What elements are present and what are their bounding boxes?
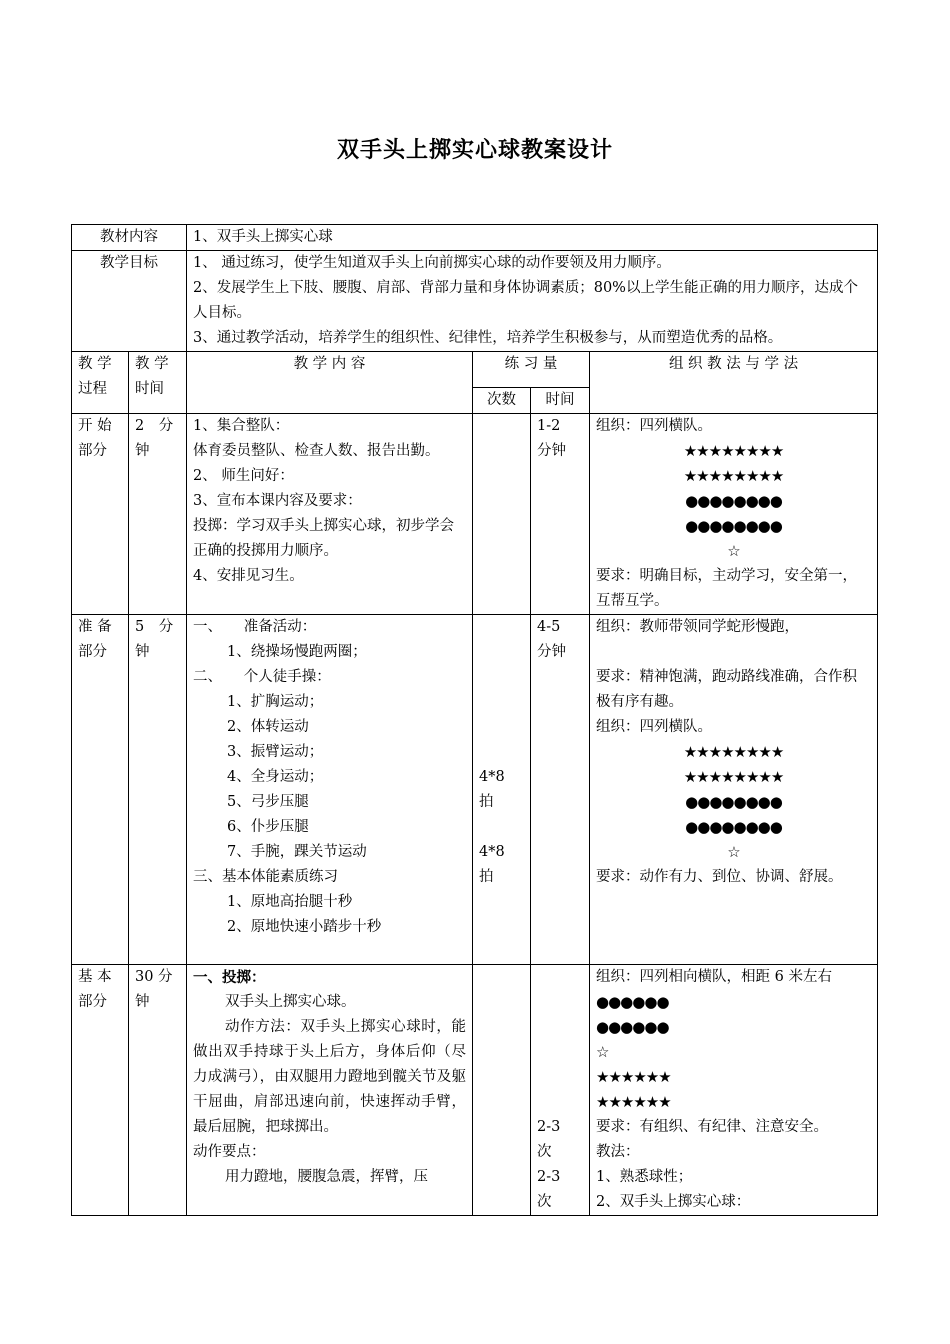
start-section-row [72,414,878,615]
start-count [473,414,531,615]
prep-part: 准 备 部分 [72,615,129,965]
column-header-row [72,352,878,388]
goal-item: 2、发展学生上下肢、腰腹、肩部、背部力量和身体协调素质；80%以上学生能正确的用力顺序，达成个人目标。 [193,280,858,321]
col-method-header: 组 织 教 法 与 学 法 [590,352,878,414]
col-process-header: 教 学 过程 [72,352,129,414]
col-content-header: 教 学 内 容 [187,352,473,414]
goal-item: 1、 通过练习，使学生知道双手头上向前掷实心球的动作要领及用力顺序。 [193,255,671,271]
formation-row: ★★★★★★★★ [683,467,784,485]
formation-row: ●●●●●●●● [685,492,782,510]
formation-row: ●●●●●● [596,993,669,1011]
formation-row: ★★★★★★★★ [683,442,784,460]
goal-label: 教学目标 [72,251,187,352]
material-label: 教材内容 [72,225,187,251]
lesson-plan-table [71,224,878,1216]
teacher-marker: ☆ [727,542,740,560]
page-title: 双手头上掷实心球教案设计 [336,138,613,163]
teacher-marker: ☆ [596,1043,609,1061]
start-part: 开 始 部分 [72,414,129,615]
prep-count: 4*8 拍 4*8 拍 [473,615,531,965]
formation-row: ★★★★★★ [596,1093,671,1111]
start-duration: 1-2 分钟 [531,414,590,615]
formation-row: ★★★★★★ [596,1068,671,1086]
goal-list [187,251,878,352]
basic-content: 一、投掷： 双手头上掷实心球。 动作方法：双手头上掷实心球时，能做出双手持球于头上后方，身体后仰（尽力成满弓），由双腿用力蹬地到髋关节及躯干屈曲，肩部迅速向前，快速挥动手臂，最后屈腕，把球掷出。 动作要点： 用力蹬地，腰腹急震，挥臂，压 [187,965,473,1216]
basic-time: 30 分 钟 [129,965,187,1216]
basic-section-row [72,965,878,1216]
formation-row: ●●●●●●●● [685,517,782,535]
basic-method: 组织：四列相向横队，相距 6 米左右 ●●●●●● ●●●●●● ☆ ★★★★★★ ★★★★★★ 要求：有组织、有纪律、注意安全。 教法： 1、熟悉球性； 2、双手头上掷实心球： [590,965,878,1216]
goal-item: 3、通过教学活动，培养学生的组织性、纪律性，培养学生积极参与，从而塑造优秀的品格。 [193,330,783,346]
prep-section-row [72,615,878,965]
goal-row [72,251,878,352]
basic-duration: 2-3 次 2-3 次 [531,965,590,1216]
formation-row: ★★★★★★★★ [683,743,784,761]
start-method: 组织：四列横队。 ★★★★★★★★ ★★★★★★★★ ●●●●●●●● ●●●●●●●● ☆ 要求：明确目标，主动学习，安全第一，互帮互学。 [590,414,878,615]
material-value: 1、双手头上掷实心球 [187,225,878,251]
col-count-header: 次数 [473,388,531,414]
prep-method: 组织：教师带领同学蛇形慢跑， 要求：精神饱满，跑动路线准确，合作积极有序有趣。 组织：四列横队。 ★★★★★★★★ ★★★★★★★★ ●●●●●●●● ●●●●●●●● ☆ 要求：动作有力、到位、协调、舒展。 [590,615,878,965]
prep-time: 5 分 钟 [129,615,187,965]
basic-part: 基 本 部分 [72,965,129,1216]
start-time: 2 分 钟 [129,414,187,615]
basic-count [473,965,531,1216]
start-content: 1、集合整队： 体育委员整队、检查人数、报告出勤。 2、 师生问好： 3、宣布本课内容及要求： 投掷：学习双手头上掷实心球，初步学会正确的投掷用力顺序。 4、安排见习生。 [187,414,473,615]
col-duration-header: 时间 [531,388,590,414]
prep-duration: 4-5 分钟 [531,615,590,965]
col-practice-header: 练 习 量 [473,352,590,388]
formation-row: ●●●●●●●● [685,818,782,836]
formation-row: ●●●●●● [596,1018,669,1036]
prep-content: 一、 准备活动： 1、绕操场慢跑两圈； 二、 个人徒手操： 1、扩胸运动； 2、体转运动 3、振臂运动； 4、全身运动； 5、弓步压腿 6、仆步压腿 7、手腕，踝关节运动 三、基本体能素质练习 1、原地高抬腿十秒 2、原地快速小踏步十秒 [187,615,473,965]
teacher-marker: ☆ [727,843,740,861]
material-row [72,225,878,251]
formation-row: ★★★★★★★★ [683,768,784,786]
col-time-header: 教 学 时间 [129,352,187,414]
formation-row: ●●●●●●●● [685,793,782,811]
